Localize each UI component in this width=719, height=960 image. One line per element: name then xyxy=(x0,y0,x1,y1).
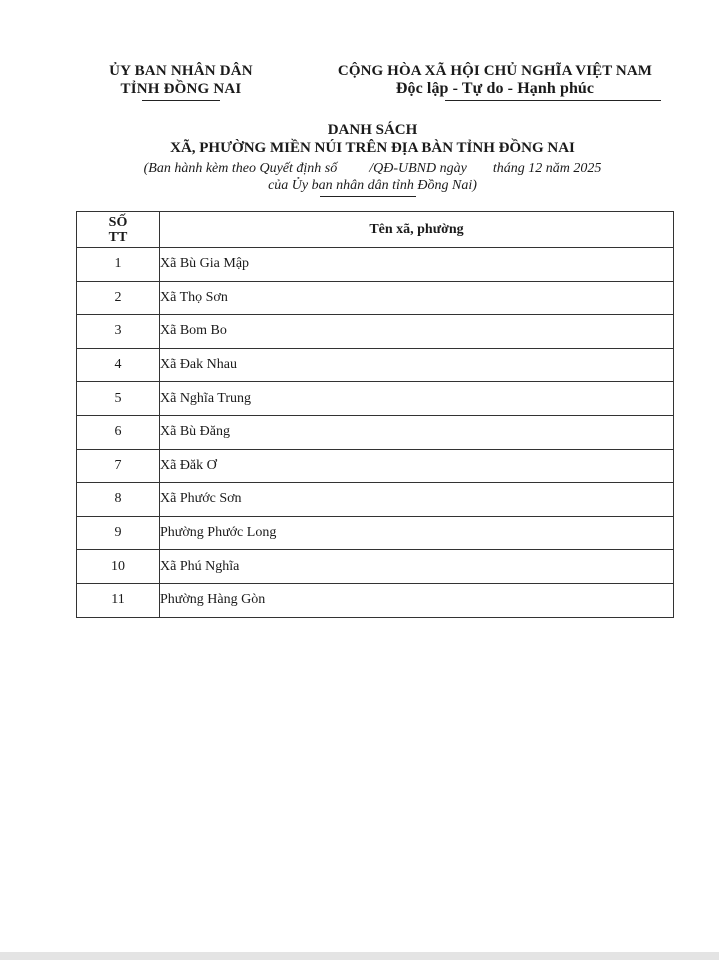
document-subtitle xyxy=(60,160,685,194)
row-stt: 4 xyxy=(77,348,160,382)
row-name: Xã Bom Bo xyxy=(160,315,674,349)
authority-underline xyxy=(142,100,220,101)
row-name: Phường Phước Long xyxy=(160,516,674,550)
national-motto: Độc lập - Tự do - Hạnh phúc xyxy=(395,80,595,97)
header-name: Tên xã, phường xyxy=(160,212,674,248)
authority-line-1: ỦY BAN NHÂN DÂN xyxy=(109,63,253,79)
table-row xyxy=(77,315,674,349)
row-stt: 10 xyxy=(77,550,160,584)
subtitle-line-1 xyxy=(60,160,685,177)
row-stt: 5 xyxy=(77,382,160,416)
row-stt: 8 xyxy=(77,483,160,517)
table-row xyxy=(77,248,674,282)
table-row xyxy=(77,382,674,416)
table-row xyxy=(77,483,674,517)
table-row xyxy=(77,449,674,483)
row-name: Xã Bù Đăng xyxy=(160,415,674,449)
subtitle-line-2: của Ủy ban nhân dân tỉnh Đồng Nai) xyxy=(268,178,477,193)
commune-table xyxy=(76,211,674,618)
issuing-authority xyxy=(76,62,286,101)
subtitle-part-3: tháng 12 năm 2025 xyxy=(492,161,602,176)
motto-underline xyxy=(445,100,661,101)
document-title xyxy=(60,122,685,157)
row-name: Xã Đak Nhau xyxy=(160,348,674,382)
header-stt-line-2: TT xyxy=(108,229,128,245)
row-name: Xã Bù Gia Mập xyxy=(160,248,674,282)
subtitle-underline xyxy=(320,196,416,197)
row-name: Xã Đăk Ơ xyxy=(160,449,674,483)
authority-line-2: TỈNH ĐỒNG NAI xyxy=(120,81,242,97)
row-stt: 7 xyxy=(77,449,160,483)
row-stt: 2 xyxy=(77,281,160,315)
national-title xyxy=(300,62,690,101)
row-stt: 1 xyxy=(77,248,160,282)
row-name: Xã Phú Nghĩa xyxy=(160,550,674,584)
table-header-row xyxy=(77,212,674,248)
table-row xyxy=(77,583,674,617)
table-row xyxy=(77,281,674,315)
table-row xyxy=(77,516,674,550)
header-stt-line-1: SỐ xyxy=(108,214,128,230)
subtitle-part-2: /QĐ-UBND ngày xyxy=(369,161,467,176)
table-row xyxy=(77,415,674,449)
row-stt: 9 xyxy=(77,516,160,550)
title-line-2: XÃ, PHƯỜNG MIỀN NÚI TRÊN ĐỊA BÀN TỈNH ĐỒNG NAI xyxy=(170,140,575,156)
row-name: Xã Phước Sơn xyxy=(160,483,674,517)
row-name: Phường Hàng Gòn xyxy=(160,583,674,617)
table-row xyxy=(77,348,674,382)
subtitle-part-1: (Ban hành kèm theo Quyết định số xyxy=(143,161,338,176)
row-name: Xã Thọ Sơn xyxy=(160,281,674,315)
row-stt: 11 xyxy=(77,583,160,617)
row-stt: 3 xyxy=(77,315,160,349)
table-row xyxy=(77,550,674,584)
row-name: Xã Nghĩa Trung xyxy=(160,382,674,416)
title-line-1: DANH SÁCH xyxy=(327,122,418,138)
national-name: CỘNG HÒA XÃ HỘI CHỦ NGHĨA VIỆT NAM xyxy=(337,63,653,79)
header-stt xyxy=(77,212,160,248)
page-bottom-edge xyxy=(0,952,719,960)
row-stt: 6 xyxy=(77,415,160,449)
